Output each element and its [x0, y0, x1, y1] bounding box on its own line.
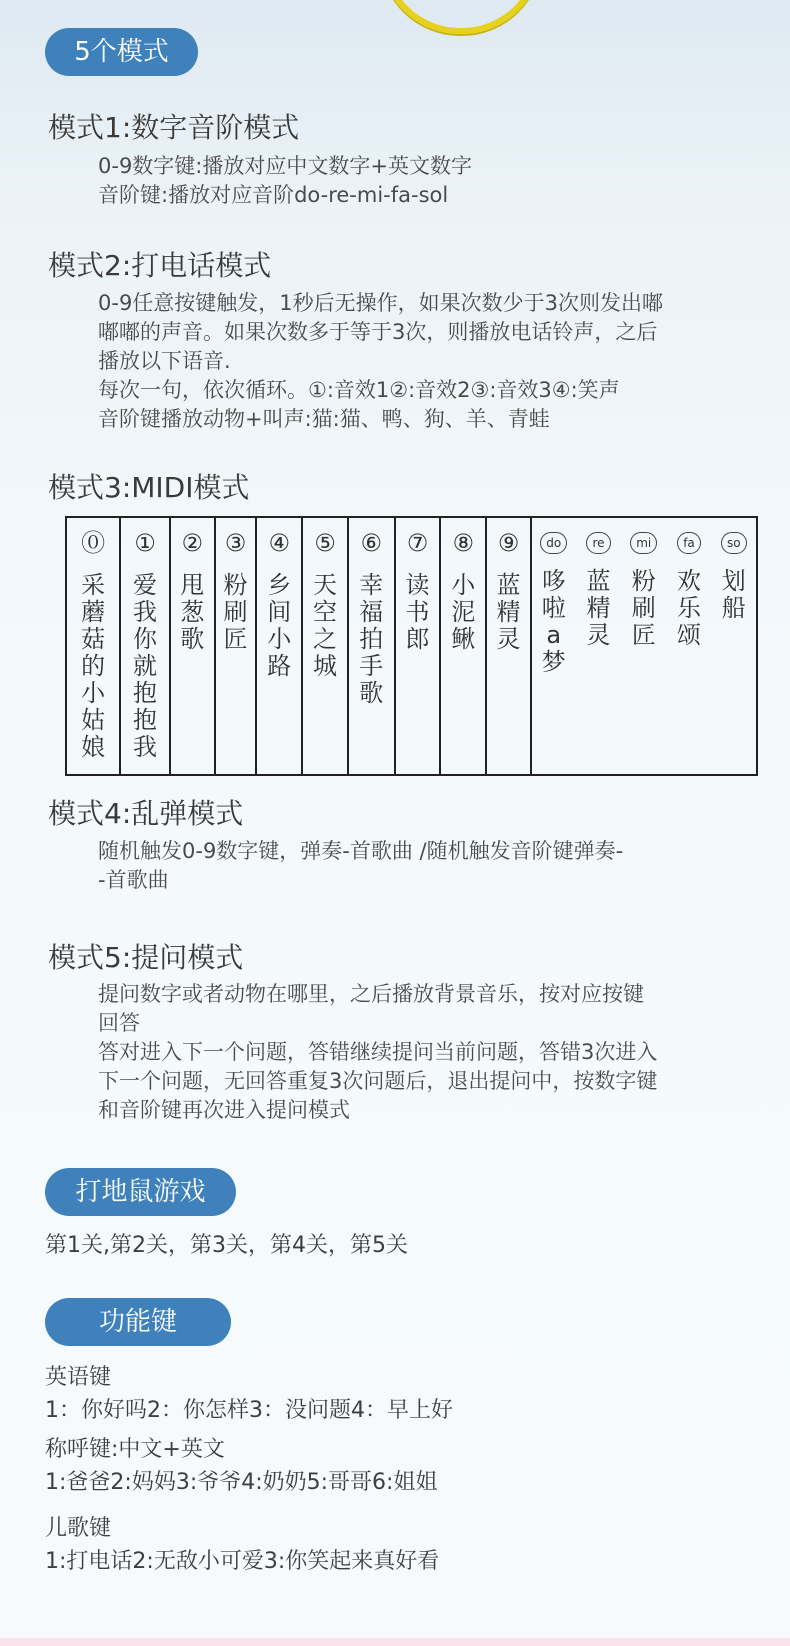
english-key-title: 英语键: [45, 1365, 112, 1390]
key-label: ⓪: [81, 529, 106, 557]
midi-column-re: [576, 517, 621, 775]
mode5-line: 和音阶键再次进入提问模式: [98, 1098, 350, 1122]
note-badge-fa: fa: [677, 532, 701, 554]
song-title: 采蘑菇的小姑娘: [81, 571, 106, 761]
key-label: ⑤: [314, 529, 336, 557]
note-badge-re: re: [586, 532, 610, 554]
mode5-title: 模式5:提问模式: [48, 941, 244, 974]
note-badge-mi: mi: [630, 532, 657, 554]
mode2-line: 嘟嘟的声音。如果次数多于等于3次，则播放电话铃声，之后: [98, 320, 658, 344]
key-label: ③: [224, 529, 247, 557]
song-title: 蓝精灵: [586, 567, 611, 649]
yellow-cord-decoration: [380, 0, 542, 34]
midi-column-0: [66, 517, 120, 775]
song-title: 天空之城: [312, 571, 337, 680]
game-badge: 打地鼠游戏: [45, 1168, 236, 1216]
mode2-title: 模式2:打电话模式: [48, 249, 272, 282]
midi-column-mi: [621, 517, 666, 775]
song-key-title: 儿歌键: [45, 1516, 112, 1541]
midi-column-so: [712, 517, 757, 775]
song-title: 幸福拍手歌: [359, 571, 384, 707]
key-label: ⑨: [497, 529, 520, 557]
song-title: 甩葱歌: [180, 571, 205, 653]
key-label: ⑥: [360, 529, 382, 557]
mode5-line: 提问数字或者动物在哪里，之后播放背景音乐，按对应按键: [98, 982, 644, 1006]
midi-column-7: [395, 517, 440, 775]
mode5-line: 回答: [98, 1011, 140, 1035]
midi-column-2: [170, 517, 215, 775]
mode1-description: [98, 152, 748, 210]
mode2-description: [98, 289, 748, 434]
mode2-line: 每次一句，依次循环。①:音效1②:音效2③:音效3④:笑声: [98, 378, 620, 402]
game-levels: 第1关,第2关，第3关，第4关，第5关: [45, 1233, 408, 1258]
song-title: 欢乐颂: [676, 567, 701, 649]
song-title: 爱我你就抱抱我: [132, 571, 157, 761]
note-badge-do: do: [540, 532, 567, 554]
song-key-items: 1:打电话2:无敌小可爱3:你笑起来真好看: [45, 1549, 440, 1574]
midi-column-1: [120, 517, 169, 775]
mode4-line: -首歌曲: [98, 868, 169, 892]
mode2-line: 音阶键播放动物+叫声:猫:猫、鸭、狗、羊、青蛙: [98, 407, 550, 431]
note-badge-so: so: [721, 532, 747, 554]
song-title: 粉刷匠: [223, 571, 248, 653]
song-title: 粉刷匠: [631, 567, 656, 649]
key-label: ②: [181, 529, 203, 557]
midi-column-6: [348, 517, 395, 775]
mode3-title: 模式3:MIDI模式: [48, 471, 250, 504]
modes-badge: 5个模式: [45, 28, 198, 76]
mode1-line: 音阶键:播放对应音阶do-re-mi-fa-sol: [98, 183, 449, 207]
mode5-line: 下一个问题，无回答重复3次问题后，退出提问中，按数字键: [98, 1069, 658, 1093]
midi-column-3: [215, 517, 256, 775]
bottom-edge-decoration: [0, 1638, 790, 1646]
midi-column-4: [256, 517, 302, 775]
midi-column-5: [302, 517, 347, 775]
song-title: 乡间小路: [267, 571, 292, 680]
midi-song-table: [65, 516, 758, 776]
key-label: ⑧: [452, 529, 474, 557]
mode2-line: 播放以下语音.: [98, 349, 231, 373]
function-keys-badge: 功能键: [45, 1298, 231, 1346]
song-title: 小泥鳅: [451, 571, 476, 653]
song-title: 读书郎: [405, 571, 430, 653]
mode4-description: [98, 837, 748, 895]
key-label: ④: [268, 529, 290, 557]
midi-column-9: [486, 517, 530, 775]
song-title: 蓝精灵: [496, 571, 521, 653]
key-label: ⑦: [406, 529, 429, 557]
mode4-line: 随机触发0-9数字键，弹奏-首歌曲 /随机触发音阶键弹奏-: [98, 839, 624, 863]
mode2-line: 0-9任意按键触发，1秒后无操作，如果次数少于3次则发出嘟: [98, 291, 664, 315]
call-key-items: 1:爸爸2:妈妈3:爷爷4:奶奶5:哥哥6:姐姐: [45, 1470, 438, 1495]
midi-column-fa: [666, 517, 711, 775]
call-key-title: 称呼键:中文+英文: [45, 1437, 225, 1462]
midi-column-8: [440, 517, 486, 775]
mode1-line: 0-9数字键:播放对应中文数字+英文数字: [98, 154, 472, 178]
english-key-items: 1：你好吗2：你怎样3：没问题4：早上好: [45, 1398, 453, 1423]
key-label: ①: [134, 529, 156, 557]
song-title: 划船: [721, 567, 746, 622]
mode5-description: [98, 980, 748, 1125]
mode1-title: 模式1:数字音阶模式: [48, 111, 300, 144]
midi-column-do: [531, 517, 576, 775]
mode4-title: 模式4:乱弹模式: [48, 797, 244, 830]
song-title: 哆啦a梦: [541, 567, 566, 676]
mode5-line: 答对进入下一个问题，答错继续提问当前问题，答错3次进入: [98, 1040, 658, 1064]
